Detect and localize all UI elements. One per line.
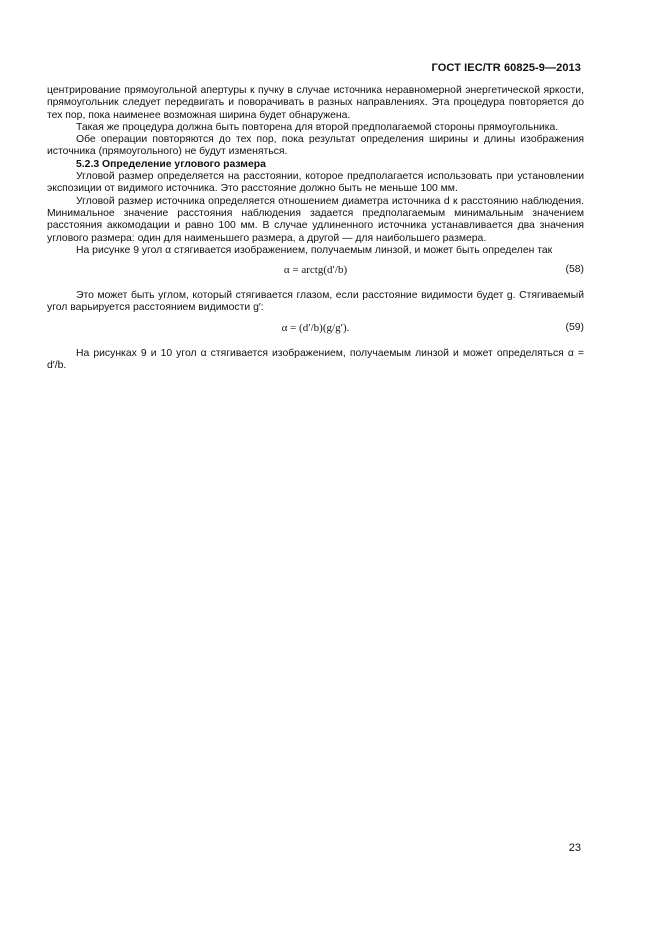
paragraph: Такая же процедура должна быть повторена для второй предполагаемой стороны прямоугольника.	[76, 121, 559, 133]
paragraph: На рисунке 9 угол α стягивается изображением, получаемым линзой, и может быть определен так	[76, 244, 553, 256]
paragraph: центрирование прямоугольной апертуры к пучку в случае источника неравномерной энергетической яркости, прямоугольник следует передвигать и поворачивать в разных направлениях. Эта процедура повторяется до тех пор, пока наименее возможная ширина будет обнаружена.	[47, 85, 584, 121]
formula-number: (59)	[565, 321, 584, 333]
formula-expression: α = (d′/b)(g/g′).	[281, 321, 350, 334]
paragraph: Обе операции повторяются до тех пор, пока результат определения ширины и длины изображения источника (прямоугольного) не будут изменяться.	[47, 134, 584, 158]
paragraph: Это может быть углом, который стягивается глазом, если расстояние видимости будет g. Стягиваемый угол варьируется расстоянием видимости g′:	[47, 290, 584, 314]
formula-59	[47, 322, 584, 336]
page-number: 23	[568, 842, 581, 854]
section-heading: 5.2.3 Определение углового размера	[76, 158, 266, 170]
page-body	[47, 85, 584, 372]
formula-expression: α = arctg(d′/b)	[283, 264, 348, 277]
paragraph: На рисунках 9 и 10 угол α стягивается изображением, получаемым линзой и может определяться α = d′/b.	[47, 347, 584, 372]
formula-58	[47, 264, 584, 278]
document-header: ГОСТ IEC/TR 60825-9—2013	[431, 62, 581, 74]
formula-number: (58)	[565, 264, 584, 276]
paragraph: Угловой размер источника определяется отношением диаметра источника d к расстоянию наблюдения. Минимальное значение расстояния наблюдения задается предполагаемым минимальным значением расстояния аккомодации и равно 100 мм. В случае удлиненного источника устанавливается два значения углового размера: один для наименьшего размера, а другой — для наибольшего размера.	[47, 195, 584, 244]
paragraph: Угловой размер определяется на расстоянии, которое предполагается использовать при установлении экспозиции от видимого источника. Это расстояние должно быть не меньше 100 мм.	[47, 171, 584, 195]
